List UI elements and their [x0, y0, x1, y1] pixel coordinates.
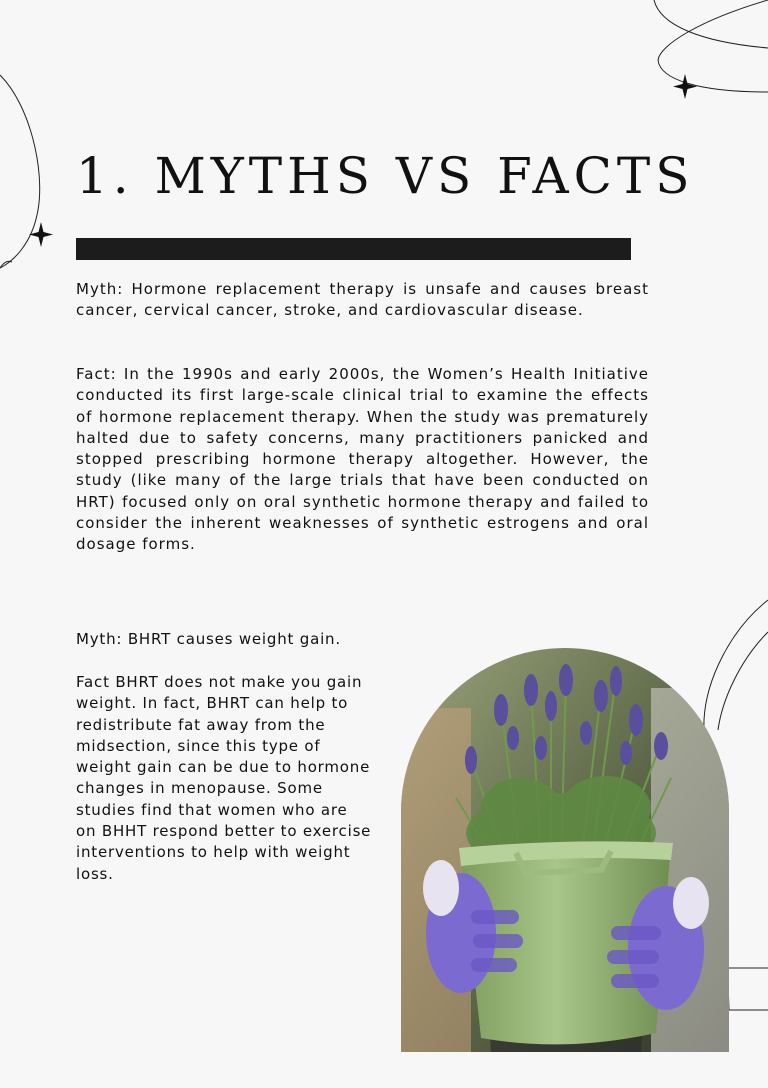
fact-text-2-line-1: Fact BHRT does not make you gain weight. In fact, BHRT can help to [76, 673, 363, 713]
myth-text-2: Myth: BHRT causes weight gain. [76, 630, 341, 648]
sparkle-icon [673, 74, 697, 99]
sparkle-icon [29, 222, 53, 247]
lavender-pot-photo [401, 648, 729, 1052]
fact-text-2-line-2: redistribute fat away from the midsection, since this type of weight gain can be due to hormone changes in menopause. Some studies find that women who are on BHHT respond better to exercise interventions to help with weight loss. [76, 715, 372, 883]
fact-text-2 [76, 672, 372, 885]
page-title: 1. MYTHS VS FACTS [76, 147, 695, 205]
title-divider-bar [76, 238, 631, 260]
myth-text-1: Myth: Hormone replacement therapy is unsafe and causes breast cancer, cervical cancer, stroke, and cardiovascular disease. [76, 280, 649, 320]
fact-text-1: Fact: In the 1990s and early 2000s, the Women’s Health Initiative conducted its first large-scale clinical trial to examine the effects of hormone replacement therapy. When the study was prematurely halted due to safety concerns, many practitioners panicked and stopped prescribing hormone therapy altogether. However, the study (like many of the large trials that have been conducted on HRT) focused only on oral synthetic hormone therapy and failed to consider the inherent weaknesses of synthetic estrogens and oral dosage forms. [76, 365, 649, 554]
